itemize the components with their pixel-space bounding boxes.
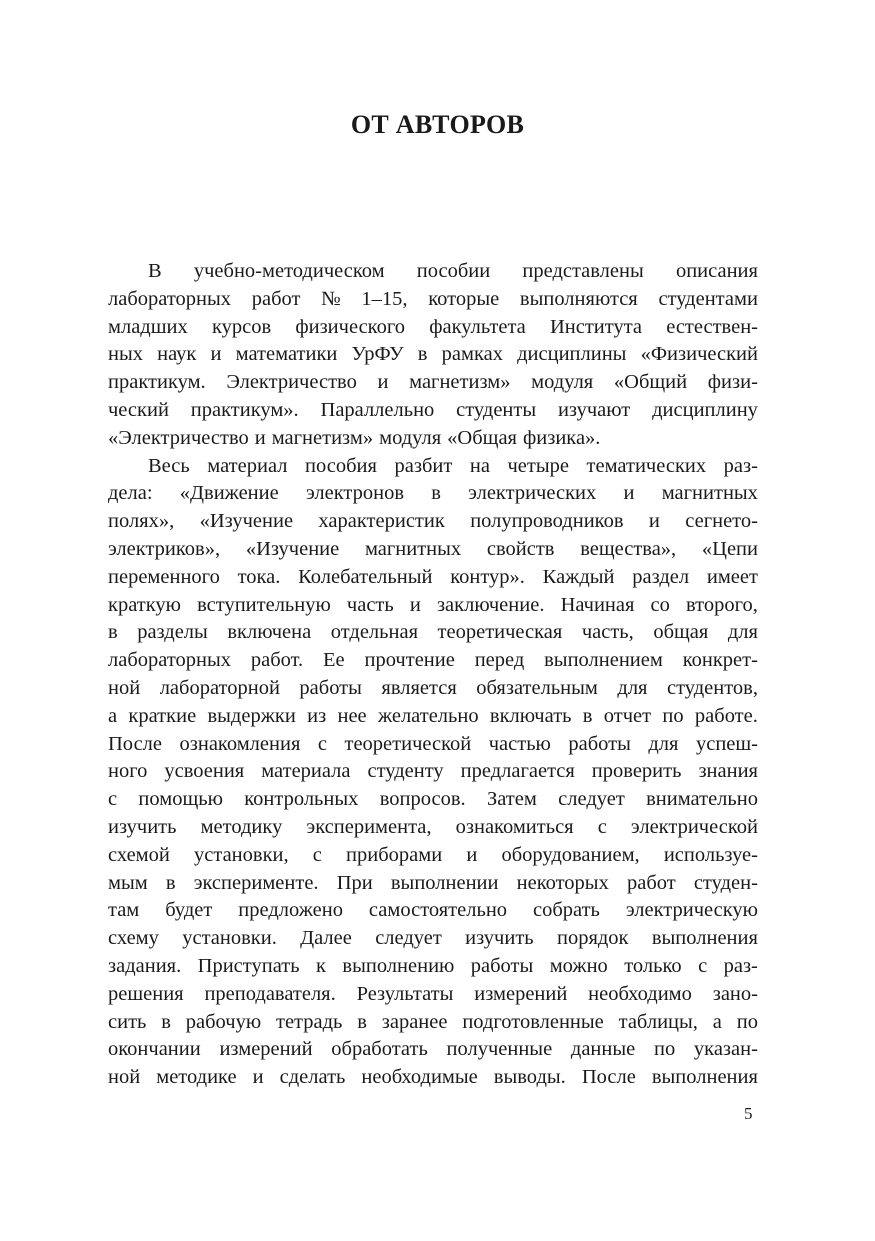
text-line bbox=[108, 870, 758, 898]
word: изучить bbox=[108, 815, 177, 838]
word: выдержки bbox=[207, 704, 296, 727]
word: студентов, bbox=[666, 676, 758, 699]
text-line bbox=[108, 814, 758, 842]
word: Начиная bbox=[560, 593, 635, 616]
word: младших bbox=[108, 315, 188, 338]
word: ной bbox=[108, 676, 141, 699]
word: отчет bbox=[603, 704, 652, 727]
word: заранее bbox=[381, 1010, 448, 1033]
word: работы bbox=[568, 732, 631, 755]
word: описания bbox=[675, 260, 758, 282]
word: для bbox=[648, 732, 679, 755]
word: «Цепи bbox=[701, 537, 758, 560]
word: в bbox=[165, 871, 176, 894]
word: решения bbox=[108, 982, 184, 1005]
word: по bbox=[736, 1010, 758, 1033]
word: выполнении bbox=[390, 871, 499, 894]
word: помощью bbox=[138, 788, 223, 811]
word: работ bbox=[251, 287, 301, 310]
word: следует bbox=[558, 788, 625, 811]
word: магнитных bbox=[661, 482, 758, 505]
word: с bbox=[698, 954, 708, 977]
word: со bbox=[650, 593, 670, 616]
word: № bbox=[321, 287, 341, 310]
word: для bbox=[727, 621, 758, 644]
word: самостоятельно bbox=[368, 899, 508, 922]
text-line bbox=[108, 731, 758, 759]
word: методике bbox=[156, 1066, 237, 1089]
word: студен- bbox=[693, 871, 758, 894]
word: в bbox=[431, 482, 441, 505]
word: задания. bbox=[108, 954, 182, 977]
word: по bbox=[653, 1038, 676, 1061]
word: внимательно bbox=[646, 788, 758, 811]
word: Института bbox=[549, 315, 643, 338]
word: и bbox=[409, 593, 421, 616]
word: и bbox=[254, 426, 266, 449]
text-line bbox=[108, 647, 758, 675]
word: Затем bbox=[486, 788, 537, 811]
word: установки, bbox=[194, 843, 289, 866]
word: собрать bbox=[533, 899, 600, 922]
word: краткие bbox=[128, 704, 197, 727]
word: ного bbox=[108, 760, 148, 783]
word: преподавателя. bbox=[204, 982, 336, 1005]
word: физи- bbox=[707, 371, 758, 394]
word: магнетизм» bbox=[271, 426, 374, 449]
word: желательно bbox=[377, 704, 479, 727]
word: дисциплины bbox=[517, 343, 627, 366]
word: установки. bbox=[182, 927, 277, 950]
word: практикум». bbox=[190, 398, 299, 421]
word: «Движение bbox=[179, 482, 279, 505]
text-line bbox=[108, 258, 758, 286]
text-line bbox=[108, 397, 758, 425]
word: включена bbox=[227, 621, 312, 644]
word: предложено bbox=[238, 899, 343, 922]
word: В bbox=[148, 260, 162, 282]
text-line bbox=[108, 341, 758, 369]
word: характеристик bbox=[318, 510, 445, 533]
word: рамках bbox=[441, 343, 503, 366]
word: лабораторных bbox=[108, 649, 232, 672]
word: зано- bbox=[712, 982, 758, 1005]
word: только bbox=[624, 954, 682, 977]
word: Результаты bbox=[356, 982, 454, 1005]
word: выводы. bbox=[493, 1066, 566, 1089]
word: электрической bbox=[630, 815, 758, 838]
word: электриков», bbox=[108, 537, 221, 560]
word: знания bbox=[698, 760, 758, 783]
word: естествен- bbox=[666, 315, 758, 338]
word: разбит bbox=[394, 454, 453, 477]
word: для bbox=[617, 676, 648, 699]
word: работе. bbox=[694, 704, 758, 727]
word: После bbox=[581, 1066, 636, 1089]
word: работы bbox=[299, 676, 362, 699]
text-line bbox=[108, 758, 758, 786]
word: указан- bbox=[693, 1038, 758, 1061]
word: магнетизм» bbox=[409, 371, 511, 394]
text-line bbox=[108, 1036, 758, 1064]
word: часть bbox=[346, 593, 394, 616]
word: заключение. bbox=[436, 593, 545, 616]
word: и bbox=[377, 371, 389, 394]
word: выполнению bbox=[342, 954, 455, 977]
word: оборудованием, bbox=[501, 843, 640, 866]
word: необходимые bbox=[361, 1066, 478, 1089]
word: Электричество bbox=[226, 371, 357, 394]
word: УрФУ bbox=[351, 343, 404, 366]
word: теоретическая bbox=[437, 621, 563, 644]
word: вступительную bbox=[197, 593, 331, 616]
text-line bbox=[108, 425, 758, 453]
text-line bbox=[108, 369, 758, 397]
word: После bbox=[108, 732, 162, 755]
word: к bbox=[316, 954, 326, 977]
word: физика». bbox=[522, 426, 601, 449]
word: с bbox=[312, 843, 322, 866]
text-line bbox=[108, 592, 758, 620]
word: математики bbox=[235, 343, 338, 366]
word: порядок bbox=[556, 927, 629, 950]
word: переменного bbox=[108, 565, 220, 588]
word: выполнением bbox=[544, 649, 663, 672]
text-line bbox=[108, 675, 758, 703]
word: измерений bbox=[219, 1038, 313, 1061]
word: «Изучение bbox=[245, 537, 340, 560]
word: полях», bbox=[108, 510, 175, 533]
page-title: ОТ АВТОРОВ bbox=[350, 110, 525, 139]
text-line bbox=[108, 842, 758, 870]
word: и bbox=[648, 510, 660, 533]
word: эксперименте. bbox=[193, 871, 319, 894]
word: эксперимента, bbox=[306, 815, 432, 838]
word: Приступать bbox=[197, 954, 300, 977]
word: краткую bbox=[108, 593, 181, 616]
text-line bbox=[108, 619, 758, 647]
word: приборами bbox=[346, 843, 443, 866]
word: а bbox=[108, 704, 118, 727]
word: можно bbox=[549, 954, 608, 977]
word: факультета bbox=[429, 315, 526, 338]
word: теоретической bbox=[344, 732, 472, 755]
word: мым bbox=[108, 871, 148, 894]
word: измерений bbox=[474, 982, 568, 1005]
word: материала bbox=[261, 760, 351, 783]
word: таблицы, bbox=[618, 1010, 698, 1033]
word: четыре bbox=[507, 454, 569, 477]
word: электронов bbox=[305, 482, 405, 505]
word: физического bbox=[295, 315, 405, 338]
word: а bbox=[712, 1010, 722, 1033]
word: курсов bbox=[211, 315, 272, 338]
word: ных bbox=[108, 343, 143, 366]
word: работы bbox=[470, 954, 534, 977]
word: с bbox=[317, 732, 327, 755]
word: магнитных bbox=[364, 537, 462, 560]
word: работ. bbox=[250, 649, 304, 672]
word: Колебательный bbox=[298, 565, 433, 588]
word: второго, bbox=[686, 593, 758, 616]
word: изучить bbox=[465, 927, 534, 950]
word: которые bbox=[428, 287, 500, 310]
word: «Общая bbox=[447, 426, 517, 449]
text-line bbox=[108, 953, 758, 981]
word: прочтение bbox=[364, 649, 455, 672]
text-line bbox=[108, 314, 758, 342]
word: включать bbox=[489, 704, 572, 727]
word: данные bbox=[570, 1038, 636, 1061]
word: усвоения bbox=[164, 760, 245, 783]
word: При bbox=[336, 871, 373, 894]
word: с bbox=[108, 788, 118, 811]
page-number: 5 bbox=[744, 1104, 753, 1123]
word: дисциплину bbox=[652, 398, 758, 421]
word: представлены bbox=[522, 260, 644, 282]
word: «Физический bbox=[640, 343, 758, 366]
text-line bbox=[108, 1064, 758, 1092]
word: полученные bbox=[446, 1038, 553, 1061]
word: конкрет- bbox=[682, 649, 758, 672]
word: вопросов. bbox=[379, 788, 466, 811]
word: в bbox=[161, 1010, 171, 1033]
word: работ bbox=[626, 871, 676, 894]
word: в bbox=[582, 704, 593, 727]
word: наук bbox=[157, 343, 197, 366]
word: электрических bbox=[468, 482, 597, 505]
word: контрольных bbox=[244, 788, 359, 811]
word: обработать bbox=[331, 1038, 428, 1061]
word: ной bbox=[108, 1066, 141, 1089]
word: «Общий bbox=[613, 371, 688, 394]
word: выполнения bbox=[651, 927, 758, 950]
word: схемой bbox=[108, 843, 170, 866]
word: часть, bbox=[581, 621, 634, 644]
word: ческий bbox=[108, 398, 169, 421]
word: сить bbox=[108, 1010, 147, 1033]
word: ознакомиться bbox=[455, 815, 574, 838]
word: там bbox=[108, 899, 140, 922]
word: отдельная bbox=[330, 621, 419, 644]
word: следует bbox=[375, 927, 442, 950]
word: и bbox=[466, 843, 478, 866]
word: проверить bbox=[591, 760, 682, 783]
word: частью bbox=[488, 732, 551, 755]
word: с bbox=[597, 815, 607, 838]
text-line bbox=[108, 453, 758, 481]
word: студенту bbox=[367, 760, 444, 783]
word: Параллельно bbox=[320, 398, 435, 421]
text-line bbox=[108, 508, 758, 536]
text-line bbox=[108, 897, 758, 925]
word: выполнения bbox=[651, 1066, 758, 1089]
word: модуля bbox=[531, 371, 594, 394]
word: лабораторной bbox=[159, 676, 280, 699]
word: обязательным bbox=[476, 676, 598, 699]
word: схему bbox=[108, 927, 159, 950]
word: выполняются bbox=[519, 287, 638, 310]
word: тетрадь bbox=[275, 1010, 343, 1033]
word: имеет bbox=[706, 565, 758, 588]
word: и bbox=[210, 343, 222, 366]
word: 1–15, bbox=[361, 287, 408, 310]
word: сегнето- bbox=[685, 510, 758, 533]
body-text bbox=[108, 258, 758, 1092]
word: контур». bbox=[450, 565, 525, 588]
word: является bbox=[381, 676, 457, 699]
word: методику bbox=[200, 815, 283, 838]
word: рабочую bbox=[185, 1010, 262, 1033]
word: «Электричество bbox=[108, 426, 249, 449]
word: и bbox=[252, 1066, 264, 1089]
word: Каждый bbox=[542, 565, 615, 588]
word: общая bbox=[653, 621, 709, 644]
word: модуля bbox=[379, 426, 442, 449]
word: изучают bbox=[557, 398, 631, 421]
word: подготовленные bbox=[462, 1010, 604, 1033]
word: свойств bbox=[486, 537, 555, 560]
word: в bbox=[357, 1010, 367, 1033]
word: Далее bbox=[300, 927, 352, 950]
word: раз- bbox=[723, 454, 758, 477]
word: учебно-методическом bbox=[193, 260, 385, 282]
word: электрическую bbox=[625, 899, 758, 922]
word: сделать bbox=[279, 1066, 346, 1089]
word: практикум. bbox=[108, 371, 206, 394]
word: раз- bbox=[723, 954, 758, 977]
word: и bbox=[623, 482, 635, 505]
word: Весь bbox=[148, 454, 190, 477]
word: материал bbox=[207, 454, 288, 477]
text-line bbox=[108, 786, 758, 814]
text-line bbox=[108, 703, 758, 731]
word: вещества», bbox=[580, 537, 677, 560]
text-line bbox=[108, 286, 758, 314]
text-line bbox=[108, 925, 758, 953]
text-line bbox=[108, 536, 758, 564]
word: тематических bbox=[586, 454, 707, 477]
word: лабораторных bbox=[108, 287, 232, 310]
word: Ее bbox=[323, 649, 345, 672]
word: пособии bbox=[416, 260, 491, 282]
word: студентами bbox=[658, 287, 758, 310]
word: успеш- bbox=[695, 732, 758, 755]
text-line bbox=[108, 564, 758, 592]
word: в bbox=[108, 621, 118, 644]
word: дела: bbox=[108, 482, 153, 505]
word: по bbox=[662, 704, 684, 727]
word: окончании bbox=[108, 1038, 201, 1061]
word: раздел bbox=[632, 565, 690, 588]
word: перед bbox=[474, 649, 525, 672]
word: нее bbox=[337, 704, 367, 727]
word: предлагается bbox=[460, 760, 575, 783]
word: тока. bbox=[237, 565, 281, 588]
word: используе- bbox=[663, 843, 758, 866]
word: ознакомления bbox=[179, 732, 301, 755]
word: некоторых bbox=[516, 871, 609, 894]
word: будет bbox=[165, 899, 213, 922]
text-line bbox=[108, 981, 758, 1009]
word: разделы bbox=[137, 621, 208, 644]
word: «Изучение bbox=[199, 510, 294, 533]
word: необходимо bbox=[588, 982, 692, 1005]
text-line bbox=[108, 480, 758, 508]
word: из bbox=[307, 704, 327, 727]
word: полупроводников bbox=[470, 510, 624, 533]
word: пособия bbox=[305, 454, 377, 477]
word: студенты bbox=[456, 398, 537, 421]
text-line bbox=[108, 1009, 758, 1037]
word: в bbox=[417, 343, 428, 366]
word: на bbox=[469, 454, 490, 477]
